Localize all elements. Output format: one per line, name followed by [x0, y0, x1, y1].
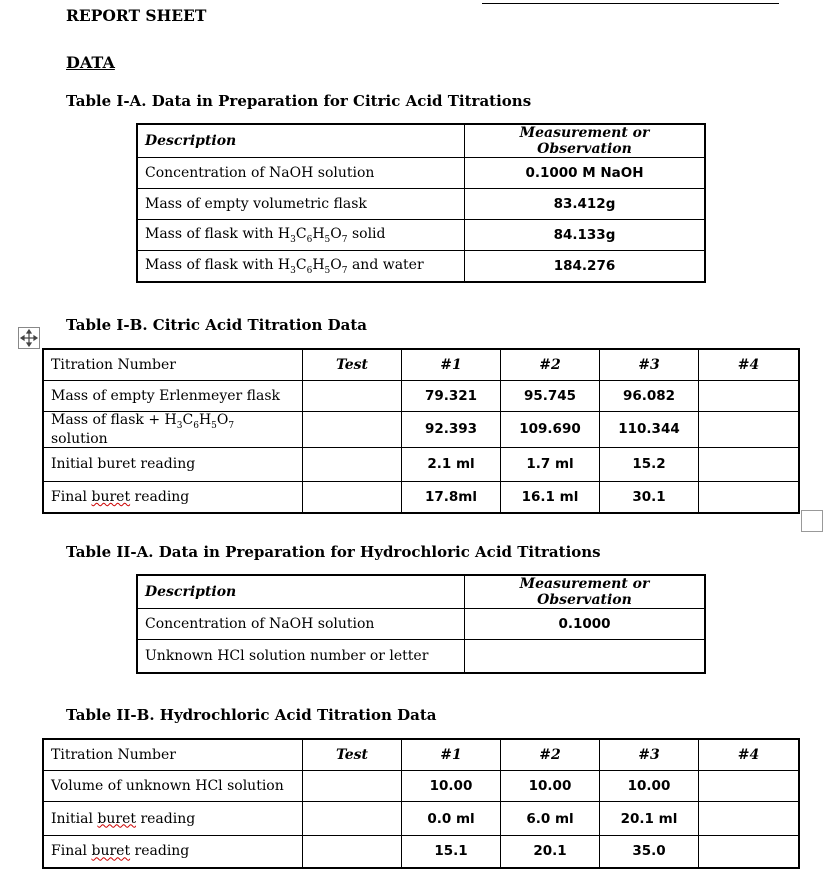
table-2b-cell-4[interactable] [699, 802, 800, 836]
table-1b-cell-4[interactable] [699, 412, 800, 448]
table-2b-cell-test[interactable] [303, 802, 402, 836]
table-2b-cell-1[interactable]: 10.00 [402, 771, 501, 802]
table-1b-row-label: Initial buret reading [43, 447, 303, 481]
report-sheet-title: REPORT SHEET [66, 6, 207, 25]
table-2a-header-description: Description [137, 575, 465, 609]
spellcheck-word: buret [91, 489, 131, 506]
spellcheck-word: buret [97, 810, 136, 827]
table-2a-caption: Table II-A. Data in Preparation for Hydrochloric Acid Titrations [66, 543, 601, 561]
table-1b-cell-test[interactable] [303, 447, 402, 481]
table-1b-cell-test[interactable] [303, 381, 402, 412]
table-1b-cell-4[interactable] [699, 381, 800, 412]
table-1a-label-citric-water: Mass of flask with $H_3C_6H_5O_7$ and water [137, 251, 465, 283]
table-1b-cell-1[interactable]: 2.1 ml [402, 447, 501, 481]
table-1a-header-measurement: Measurement or Observation [465, 124, 706, 158]
table-1b-header-2: #2 [501, 349, 600, 381]
table-1a [136, 123, 706, 283]
table-2a-header-measurement: Measurement or Observation [465, 575, 706, 609]
table-1b-header-1: #1 [402, 349, 501, 381]
table-2b-cell-2[interactable]: 10.00 [501, 771, 600, 802]
table-1b-cell-1[interactable]: 92.393 [402, 412, 501, 448]
table-1b-cell-4[interactable] [699, 447, 800, 481]
table-1a-label-citric-solid: Mass of flask with $H_3C_6H_5O_7$ solid [137, 220, 465, 251]
table-1b-row-label-citric: Mass of flask + $H_3C_6H_5O_7$ solution [43, 412, 303, 448]
table-1b-caption: Table I-B. Citric Acid Titration Data [66, 316, 368, 334]
table-2a-label: Unknown HCl solution number or letter [137, 640, 465, 674]
table-1b-row-label: Mass of empty Erlenmeyer flask [43, 381, 303, 412]
table-2b-row-label-initial-buret: Initial buret reading [43, 802, 303, 836]
table-2a-value[interactable] [465, 640, 706, 674]
table-1b-cell-1[interactable]: 17.8ml [402, 481, 501, 513]
table-1b-header-3: #3 [600, 349, 699, 381]
table-2b-cell-3[interactable]: 20.1 ml [600, 802, 699, 836]
table-2b-cell-1[interactable]: 15.1 [402, 836, 501, 868]
data-heading: DATA [66, 53, 115, 72]
table-1b-cell-1[interactable]: 79.321 [402, 381, 501, 412]
table-1b-header-test: Test [303, 349, 402, 381]
table-2a-value[interactable]: 0.1000 [465, 609, 706, 640]
name-label-cut [414, 0, 468, 3]
table-2a [136, 574, 706, 674]
table-1b-row-label-final-buret: Final buret reading [43, 481, 303, 513]
table-1a-label: Mass of empty volumetric flask [137, 189, 465, 220]
table-1b-cell-3[interactable]: 110.344 [600, 412, 699, 448]
table-1b-cell-2[interactable]: 95.745 [501, 381, 600, 412]
table-1a-value[interactable]: 84.133g [465, 220, 706, 251]
table-2b-header-titration: Titration Number [43, 739, 303, 771]
table-1b-cell-3[interactable]: 15.2 [600, 447, 699, 481]
table-2b-cell-2[interactable]: 20.1 [501, 836, 600, 868]
table-2b-header-3: #3 [600, 739, 699, 771]
table-1a-header-description: Description [137, 124, 465, 158]
table-1b-cell-2[interactable]: 1.7 ml [501, 447, 600, 481]
table-1a-value[interactable]: 184.276 [465, 251, 706, 283]
table-2b-caption: Table II-B. Hydrochloric Acid Titration Data [66, 706, 437, 724]
table-2a-label: Concentration of NaOH solution [137, 609, 465, 640]
table-2b-cell-4[interactable] [699, 836, 800, 868]
table-2b-row-label: Volume of unknown HCl solution [43, 771, 303, 802]
spellcheck-word: buret [91, 843, 131, 860]
table-1a-value[interactable]: 83.412g [465, 189, 706, 220]
table-1b-header-4: #4 [699, 349, 800, 381]
table-1a-value[interactable]: 0.1000 M NaOH [465, 158, 706, 189]
table-2b-header-2: #2 [501, 739, 600, 771]
table-2b-cell-4[interactable] [699, 771, 800, 802]
table-1b [42, 348, 800, 514]
table-2b [42, 738, 800, 869]
table-2b-cell-3[interactable]: 10.00 [600, 771, 699, 802]
move-arrows-icon[interactable] [18, 327, 40, 349]
table-2b-header-test: Test [303, 739, 402, 771]
table-1b-cell-4[interactable] [699, 481, 800, 513]
table-2b-row-label-final-buret: Final buret reading [43, 836, 303, 868]
table-1b-cell-3[interactable]: 96.082 [600, 381, 699, 412]
table-2b-cell-1[interactable]: 0.0 ml [402, 802, 501, 836]
table-2b-header-4: #4 [699, 739, 800, 771]
name-line [482, 3, 779, 4]
table-1b-cell-2[interactable]: 109.690 [501, 412, 600, 448]
table-2b-cell-2[interactable]: 6.0 ml [501, 802, 600, 836]
table-1b-header-titration: Titration Number [43, 349, 303, 381]
table-1a-caption: Table I-A. Data in Preparation for Citric Acid Titrations [66, 92, 532, 110]
table-1b-cell-test[interactable] [303, 412, 402, 448]
table-2b-cell-test[interactable] [303, 771, 402, 802]
table-2b-cell-test[interactable] [303, 836, 402, 868]
table-2b-header-1: #1 [402, 739, 501, 771]
table-1b-cell-test[interactable] [303, 481, 402, 513]
table-2b-cell-3[interactable]: 35.0 [600, 836, 699, 868]
resize-square-icon[interactable] [801, 510, 823, 532]
table-1b-cell-2[interactable]: 16.1 ml [501, 481, 600, 513]
table-1b-cell-3[interactable]: 30.1 [600, 481, 699, 513]
table-1a-label: Concentration of NaOH solution [137, 158, 465, 189]
